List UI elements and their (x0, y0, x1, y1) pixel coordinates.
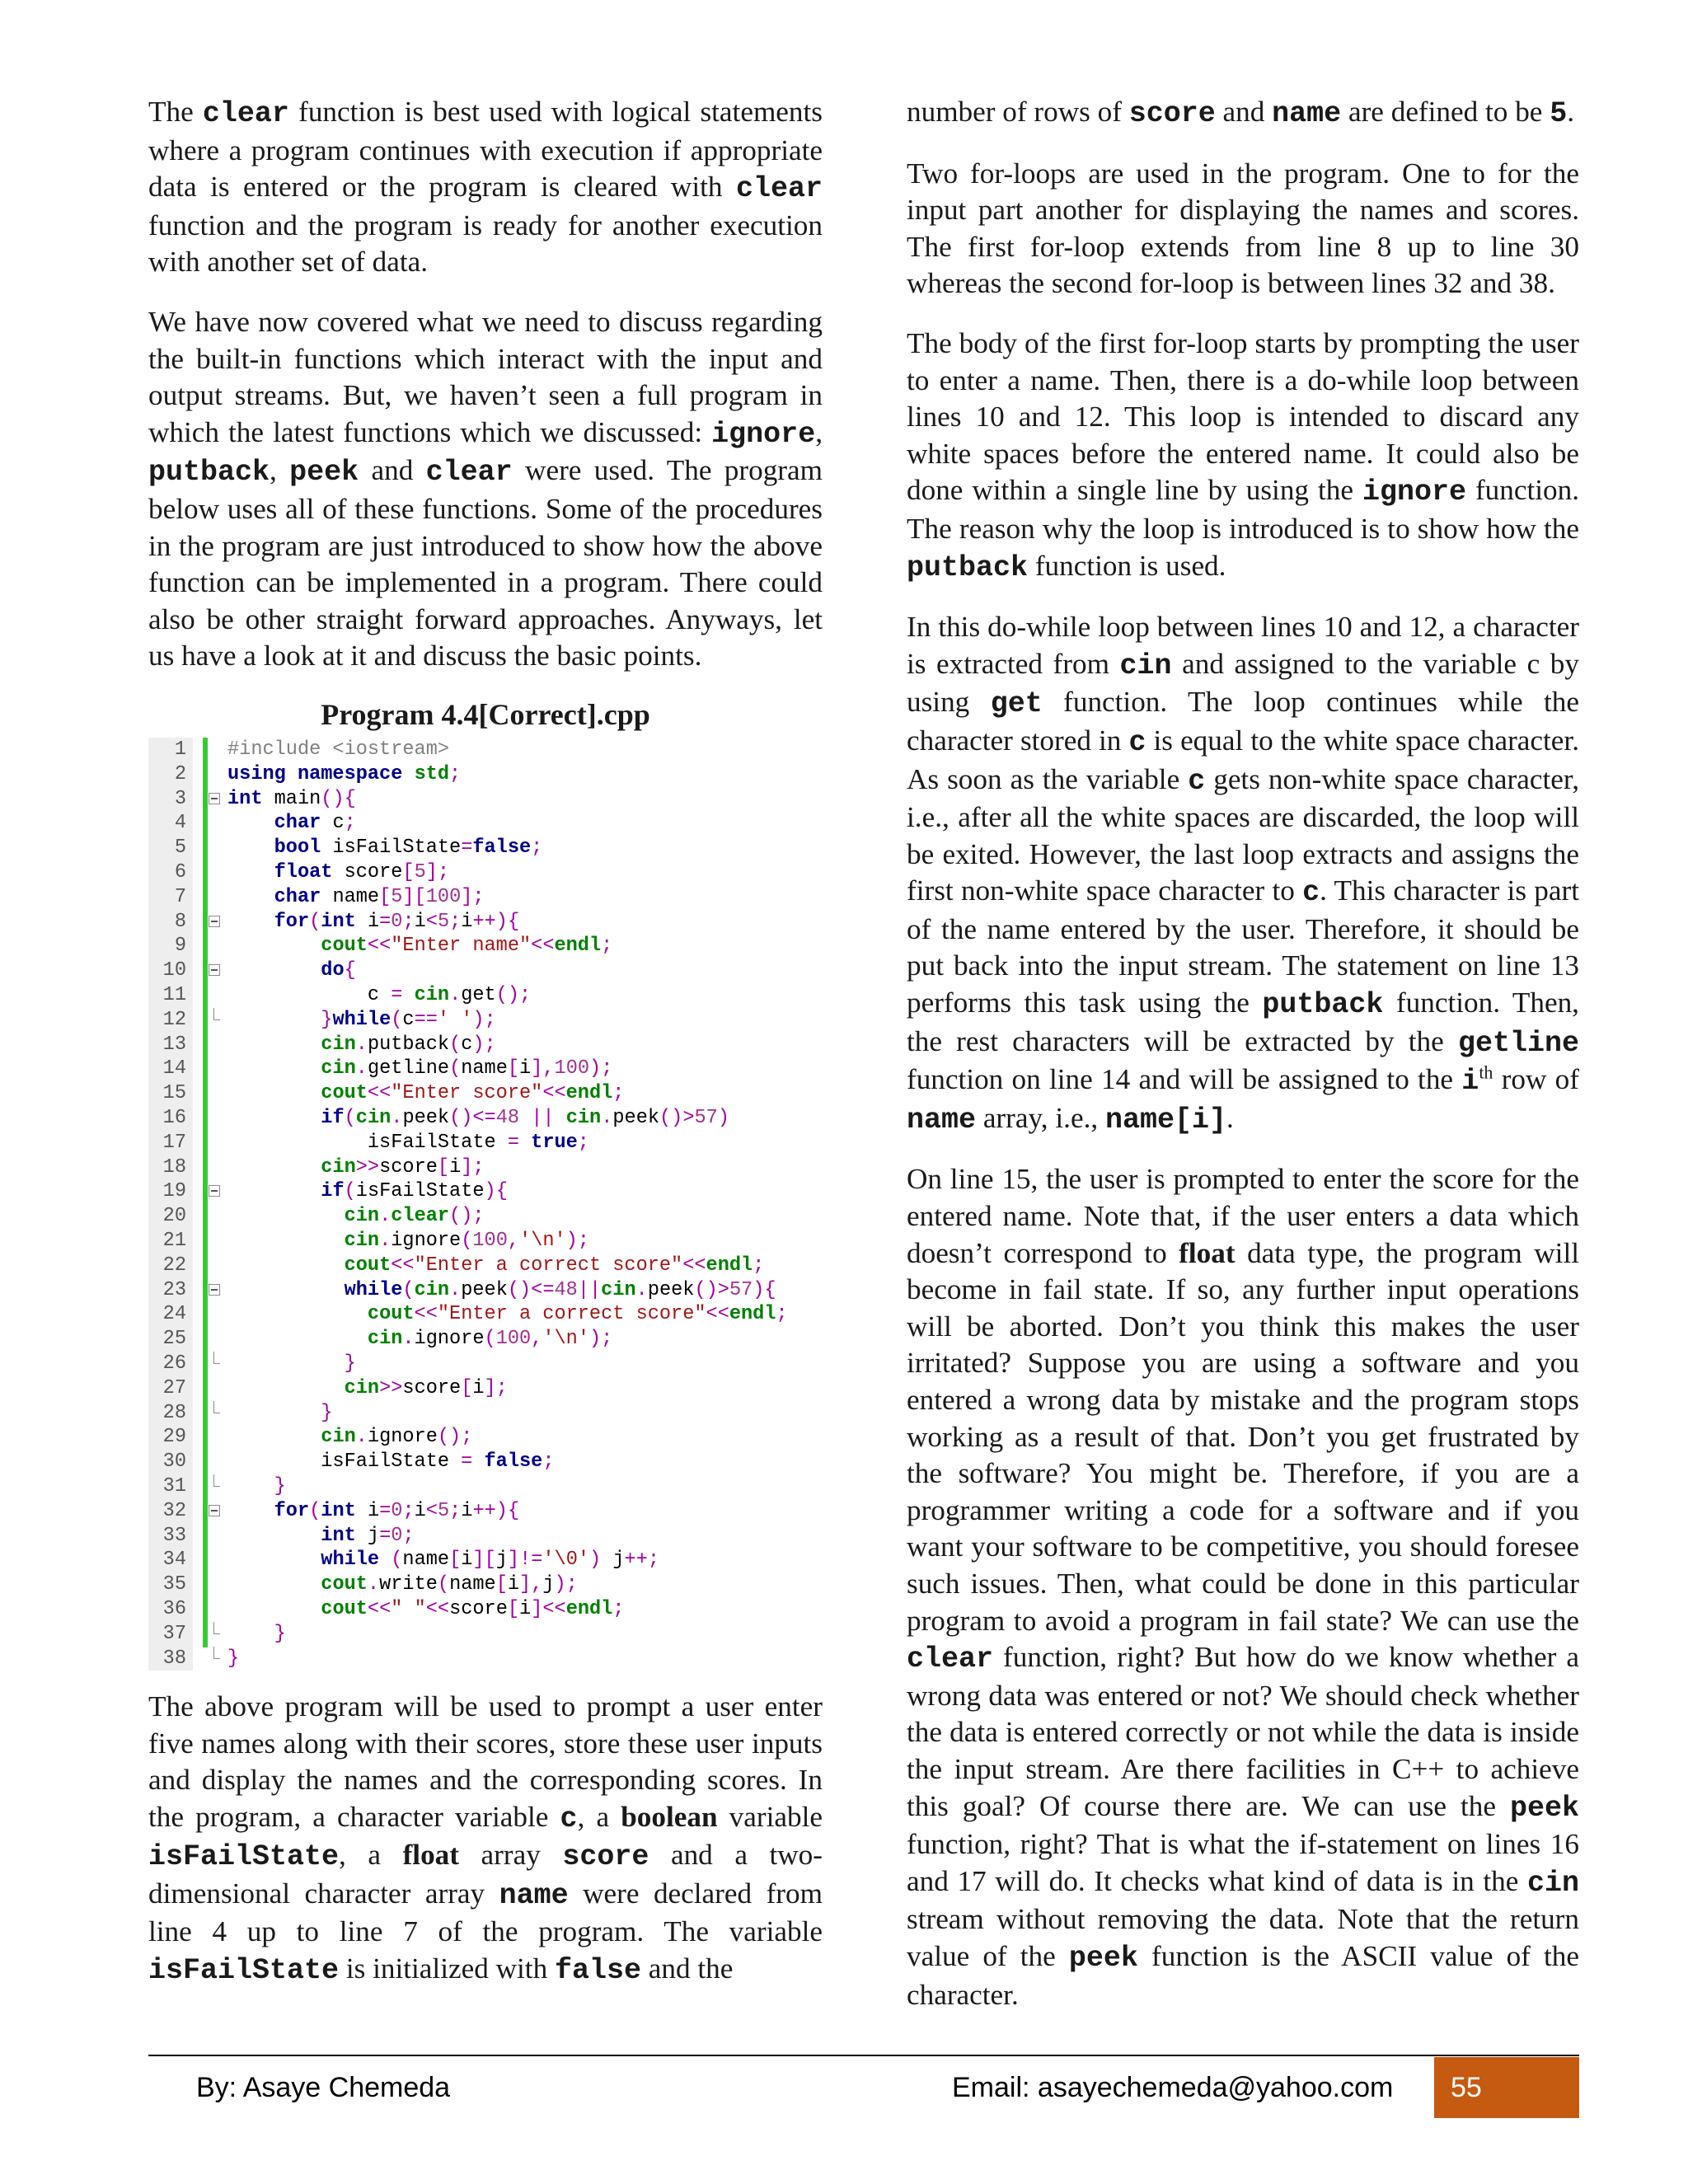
code-text: cout<<"Enter score"<<endl; (321, 1082, 625, 1105)
fold-line (209, 1548, 223, 1572)
inline-code-term: score (562, 1840, 649, 1874)
line-number: 35 (162, 1573, 186, 1596)
inline-code-term: c (1302, 876, 1320, 910)
inline-code-term: peek (289, 456, 359, 490)
code-text: #include <iostream> (227, 738, 450, 761)
code-line (148, 1647, 823, 1671)
line-number: 2 (174, 762, 186, 785)
line-number: 30 (162, 1451, 186, 1474)
code-text: } (227, 1647, 240, 1670)
fold-toggle-icon[interactable] (209, 1278, 223, 1303)
line-number: 38 (162, 1647, 186, 1670)
code-line (148, 1327, 823, 1352)
fold-toggle-icon[interactable] (209, 958, 223, 983)
paragraph: Two for-loops are used in the program. One to for the input part another for displaying the names and scores. The first for-loop extends from line 8 up to line 30 whereas the second for-loop is between lines 32 and 38. (907, 157, 1579, 300)
inline-code-term: isFailState (148, 1954, 340, 1988)
code-line (148, 1278, 823, 1303)
inline-code-term: isFailState (148, 1840, 340, 1874)
code-line (148, 1572, 823, 1597)
code-line (148, 1155, 823, 1180)
code-text: cin.ignore(100,'\n'); (344, 1229, 589, 1252)
code-text: cout<<"Enter name"<<endl; (321, 935, 613, 958)
code-line (148, 1106, 823, 1131)
code-text: c = cin.get(); (227, 983, 532, 1006)
inline-code-term: cin (1119, 649, 1172, 682)
inline-code-term: c (560, 1802, 578, 1835)
fold-toggle-icon[interactable] (209, 1179, 223, 1204)
paragraph: number of rows of score and name are defined to be 5. (907, 96, 1575, 130)
code-text: isFailState = false; (227, 1451, 555, 1474)
left-column (148, 94, 823, 2013)
fold-toggle-icon[interactable] (209, 1499, 223, 1524)
code-line (148, 762, 823, 787)
line-number: 10 (162, 959, 186, 982)
code-line (148, 885, 823, 910)
code-text: } (344, 1352, 356, 1375)
line-number: 4 (174, 812, 186, 835)
program-caption: Program 4.4[Correct].cpp (321, 697, 650, 731)
code-line (148, 1548, 823, 1572)
inline-code-term: name[i] (1104, 1103, 1226, 1137)
page-number: 55 (1434, 2057, 1579, 2118)
fold-end-marker (209, 1647, 223, 1671)
code-line (148, 738, 823, 762)
code-text: while(cin.peek()<=48||cin.peek()>57){ (344, 1278, 776, 1301)
code-line (148, 787, 823, 812)
fold-line (209, 811, 223, 836)
inline-code-term: ignore (711, 417, 816, 451)
line-number: 20 (162, 1205, 186, 1228)
fold-line (209, 1254, 223, 1278)
inline-code-term: peek (1509, 1791, 1579, 1825)
line-number: 22 (162, 1254, 186, 1277)
code-line (148, 836, 823, 860)
code-line (148, 1524, 823, 1549)
inline-code-term: name (1272, 97, 1342, 130)
code-text: char c; (274, 812, 356, 835)
code-line (148, 1131, 823, 1155)
code-text: cout.write(name[i],j); (321, 1573, 578, 1596)
code-text: cin.getline(name[i],100); (321, 1057, 613, 1080)
fold-line (209, 1229, 223, 1254)
code-text: bool isFailState=false; (274, 837, 543, 860)
code-text: }while(c==' '); (321, 1008, 496, 1031)
code-line (148, 1401, 823, 1426)
line-number: 19 (162, 1180, 186, 1203)
bold-term: boolean (621, 1800, 718, 1833)
line-number: 11 (162, 983, 186, 1006)
line-number: 16 (162, 1106, 186, 1129)
line-number: 3 (174, 787, 186, 810)
fold-line (209, 1597, 223, 1622)
bold-term: float (1179, 1236, 1236, 1269)
inline-code-term: putback (148, 456, 270, 490)
line-number: 7 (174, 885, 186, 908)
fold-line (209, 738, 223, 762)
fold-line (209, 885, 223, 910)
code-text: } (321, 1401, 333, 1424)
fold-line (209, 860, 223, 885)
code-text: using namespace std; (227, 762, 462, 785)
line-number: 17 (162, 1131, 186, 1154)
code-line (148, 1081, 823, 1106)
code-line (148, 1302, 823, 1327)
inline-code-term: putback (1262, 988, 1384, 1022)
code-line (148, 1425, 823, 1450)
line-number: 26 (162, 1352, 186, 1375)
right-column (907, 94, 1579, 2036)
paragraph: The above program will be used to prompt a user enter five names along with their scores, store these user inputs and display the names and the corresponding scores. In the program, a character variable c, a boolean variable isFailState, a float array score and a two-dimensional character array name were declared from line 4 up to line 7 of the program. The variable isFailState is initialized with false and the (148, 1690, 823, 1988)
fold-end-marker (209, 1622, 223, 1647)
code-text: char name[5][100]; (274, 885, 485, 908)
fold-line (209, 1106, 223, 1131)
line-number: 36 (162, 1597, 186, 1620)
inline-code-term: c (1128, 725, 1146, 759)
code-line (148, 1499, 823, 1524)
code-line (148, 1033, 823, 1057)
code-line (148, 983, 823, 1008)
inline-code-term: putback (907, 551, 1029, 584)
line-number: 29 (162, 1426, 186, 1449)
fold-line (209, 1524, 223, 1549)
inline-code-term: 5 (1550, 97, 1568, 130)
code-line (148, 958, 823, 983)
fold-line (209, 836, 223, 860)
line-number: 6 (174, 860, 186, 883)
fold-end-marker (209, 1401, 223, 1426)
code-line (148, 1008, 823, 1033)
inline-code-term: name (499, 1878, 569, 1912)
code-text: cin>>score[i]; (321, 1155, 485, 1179)
inline-code-term: name (907, 1103, 977, 1137)
fold-line (209, 934, 223, 958)
inline-code-term: getline (1457, 1026, 1579, 1060)
inline-code-term: i (1461, 1065, 1479, 1099)
code-text: for(int i=0;i<5;i++){ (274, 1499, 520, 1522)
code-line (148, 1376, 823, 1401)
code-line (148, 1057, 823, 1081)
code-text: if(cin.peek()<=48 || cin.peek()>57) (321, 1106, 729, 1129)
inline-code-term: get (990, 687, 1043, 721)
code-text: for(int i=0;i<5;i++){ (274, 910, 520, 933)
fold-end-marker (209, 1352, 223, 1376)
code-line (148, 1450, 823, 1474)
code-text: cin.clear(); (344, 1205, 485, 1228)
code-text: cout<<"Enter a correct score"<<endl; (344, 1254, 765, 1277)
code-text: while (name[i][j]!='\0') j++; (321, 1549, 660, 1572)
paragraph: The clear function is best used with logical statements where a program continues with execution if appropriate data is entered or the program is cleared with clear function and the program is ready for another execution with another set of data. (148, 96, 823, 279)
line-number: 24 (162, 1303, 186, 1326)
fold-line (209, 1425, 223, 1450)
inline-code-term: false (554, 1954, 641, 1988)
line-number: 34 (162, 1549, 186, 1572)
line-number: 21 (162, 1229, 186, 1252)
line-number: 23 (162, 1278, 186, 1301)
paragraph: In this do-while loop between lines 10 and 12, a character is extracted from cin and assigned to the variable c by using get function. The loop continues while the character stored in c is equal to the white space character. As soon as the variable c gets non-white space character, i.e., after all the white spaces are discarded, the loop will be exited. However, the last loop extracts and assigns the first non-white space character to c. This character is part of the name entered by the user. Therefore, it should be put back into the input stream. The statement on line 13 performs this task using the putback function. Then, the rest characters will be extracted by the getline function on line 14 and will be assigned to the $i^{th}$ row of name array, i.e., name[i]. (907, 611, 1579, 1137)
footer-rule (148, 2055, 1579, 2056)
paragraph: On line 15, the user is prompted to enter the score for the entered name. Note that, if the user enters a data which doesn’t correspond to float data type, the program will become in fail state. If so, any further input operations will be aborted. Don’t you think this makes the user irritated? Suppose you are using a software and you entered a wrong data by mistake and the program stops working as a result of that. Don’t you get frustrated by the software? You might be. Therefore, if you are a programmer writing a code for a software and if you want your software to be competitive, you should foresee such issues. Then, what could be done in this particular program to avoid a program in fail state? We can use the clear function, right? But how do we know whether a wrong data was entered or not? We should check whether the data is entered correctly or not while the data is inside the input stream. Are there facilities in C++ to achieve this goal? Of course there are. We can use the peek function, right? That is what the if-statement on lines 16 and 17 will do. It checks what kind of data is in the cin stream without removing the data. Note that the return value of the peek function is the ASCII value of the character. (907, 1163, 1580, 2011)
line-number: 12 (162, 1008, 186, 1031)
line-number: 9 (174, 935, 186, 958)
line-number: 13 (162, 1033, 186, 1056)
fold-line (209, 1302, 223, 1327)
code-line (148, 1254, 823, 1278)
code-line (148, 1229, 823, 1254)
fold-line (209, 1155, 223, 1180)
fold-end-marker (209, 1474, 223, 1499)
fold-toggle-icon[interactable] (209, 787, 223, 812)
code-line (148, 910, 823, 935)
code-text: float score[5]; (274, 860, 450, 883)
inline-code-term: ignore (1362, 476, 1466, 509)
code-text: cout<<"Enter a correct score"<<endl; (367, 1303, 788, 1326)
fold-line (209, 762, 223, 787)
code-line (148, 1474, 823, 1499)
code-line (148, 811, 823, 836)
code-listing (148, 738, 823, 1671)
code-text: } (274, 1622, 286, 1645)
code-line (148, 934, 823, 958)
footer-author: By: Asaye Chemeda (196, 2072, 451, 2103)
footer-email: Email: asayechemeda@yahoo.com (952, 2072, 1394, 2103)
page-footer (148, 2057, 1579, 2118)
fold-line (209, 983, 223, 1008)
bold-term: float (402, 1839, 459, 1872)
line-number: 28 (162, 1401, 186, 1424)
code-text: } (274, 1474, 286, 1497)
code-text: int main(){ (227, 787, 356, 810)
superscript: th (1479, 1062, 1493, 1083)
code-line (148, 1352, 823, 1376)
code-text: int j=0; (321, 1524, 415, 1547)
fold-line (209, 1572, 223, 1597)
line-number: 8 (174, 910, 186, 933)
paragraph: We have now covered what we need to discuss regarding the built-in functions which interact with the input and output streams. But, we haven’t seen a full program in which the latest functions which we discussed: ignore, putback, peek and clear were used. The program below uses all of these functions. Some of the procedures in the program are just introduced to show how the above function can be implemented in a program. There could also be other straight forward approaches. Anyways, let us have a look at it and discuss the basic points. (148, 305, 823, 673)
code-text: cout<<" "<<score[i]<<endl; (321, 1597, 625, 1620)
fold-line (209, 1376, 223, 1401)
code-text: cin>>score[i]; (344, 1376, 508, 1399)
code-text: cin.ignore(); (321, 1426, 473, 1449)
line-number: 37 (162, 1622, 186, 1645)
inline-code-term: clear (735, 172, 823, 206)
fold-line (209, 1081, 223, 1106)
line-number: 14 (162, 1057, 186, 1080)
code-text: cin.ignore(100,'\n'); (367, 1328, 613, 1351)
line-number: 15 (162, 1082, 186, 1105)
fold-line (209, 1131, 223, 1155)
inline-code-term: clear (907, 1643, 994, 1676)
code-line (148, 1204, 823, 1229)
fold-line (209, 1327, 223, 1352)
line-number: 5 (174, 837, 186, 860)
fold-line (209, 1057, 223, 1081)
code-line (148, 1622, 823, 1647)
inline-code-term: cin (1526, 1866, 1579, 1900)
line-number: 1 (174, 738, 186, 761)
fold-toggle-icon[interactable] (209, 910, 223, 935)
code-text: isFailState = true; (227, 1131, 589, 1154)
fold-line (209, 1204, 223, 1229)
fold-line (209, 1450, 223, 1474)
code-text: if(isFailState){ (321, 1180, 508, 1203)
fold-end-marker (209, 1008, 223, 1033)
line-number: 31 (162, 1474, 186, 1497)
code-line (148, 860, 823, 885)
code-text: cin.putback(c); (321, 1033, 496, 1056)
inline-code-term: clear (425, 456, 513, 490)
line-number: 33 (162, 1524, 186, 1547)
code-line (148, 1179, 823, 1204)
line-number: 32 (162, 1499, 186, 1522)
inline-code-term: score (1128, 97, 1216, 130)
line-number: 27 (162, 1376, 186, 1399)
fold-line (209, 1033, 223, 1057)
paragraph: The body of the first for-loop starts by prompting the user to enter a name. Then, there is a do-while loop between lines 10 and 12. This loop is intended to discard any white spaces before the entered name. It could also be done within a single line by using the ignore function. The reason why the loop is introduced is to show how the putback function is used. (907, 326, 1579, 584)
line-number: 25 (162, 1328, 186, 1351)
inline-code-term: c (1188, 764, 1206, 798)
inline-code-term: peek (1068, 1941, 1138, 1975)
code-text: do{ (321, 959, 356, 982)
line-number: 18 (162, 1155, 186, 1179)
code-line (148, 1597, 823, 1622)
inline-code-term: clear (202, 97, 289, 130)
